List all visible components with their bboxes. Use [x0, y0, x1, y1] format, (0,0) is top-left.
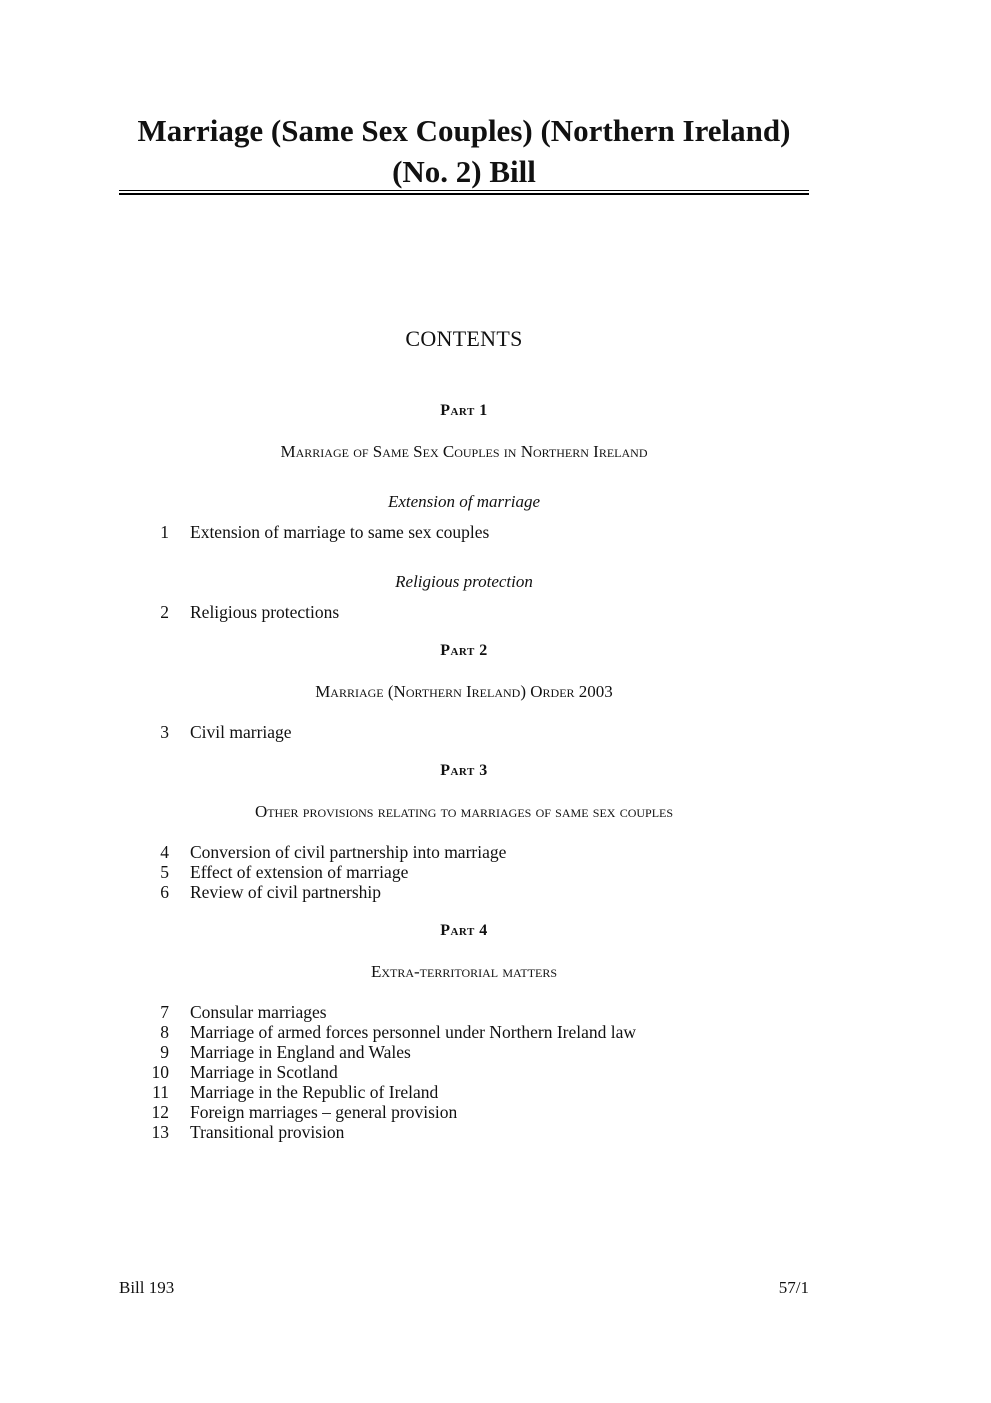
section-number: 4: [160, 842, 169, 862]
part-3-title: Other provisions relating to marriages of same sex couples: [254, 802, 674, 821]
part-2-title: Marriage (Northern Ireland) Order 2003: [315, 682, 613, 701]
toc-entry[interactable]: [119, 1102, 809, 1122]
bill-title: [119, 110, 809, 192]
section-number: 9: [160, 1042, 169, 1062]
toc-entry[interactable]: [119, 1122, 809, 1142]
section-title[interactable]: Review of civil partnership: [190, 882, 381, 902]
toc-entry[interactable]: [119, 522, 809, 542]
crossheading-extension-of-marriage: Extension of marriage: [387, 492, 541, 511]
part-4-title: Extra-territorial matters: [370, 962, 558, 981]
toc-entry[interactable]: [119, 882, 809, 902]
section-number: 12: [151, 1102, 169, 1122]
title-rule-thin: [119, 190, 809, 191]
section-number: 1: [160, 522, 169, 542]
section-number: 8: [160, 1022, 169, 1042]
section-number: 6: [160, 882, 169, 902]
section-title[interactable]: Marriage in England and Wales: [190, 1042, 411, 1062]
toc-entry[interactable]: [119, 842, 809, 862]
section-title[interactable]: Marriage of armed forces personnel under Northern Ireland law: [190, 1022, 637, 1042]
toc-entry[interactable]: [119, 862, 809, 882]
section-number: 5: [160, 862, 169, 882]
toc-entry[interactable]: [119, 1042, 809, 1062]
toc-entry[interactable]: [119, 1022, 809, 1042]
part-3-label: Part 3: [440, 762, 488, 779]
section-title[interactable]: Consular marriages: [190, 1002, 327, 1022]
section-title[interactable]: Foreign marriages – general provision: [190, 1102, 458, 1122]
bill-title-line-1: Marriage (Same Sex Couples) (Northern Ireland): [137, 113, 791, 148]
section-number: 11: [152, 1082, 169, 1102]
toc-entry[interactable]: [119, 1062, 809, 1082]
section-title[interactable]: Religious protections: [190, 602, 340, 622]
part-2-label: Part 2: [440, 642, 488, 659]
section-number: 2: [160, 602, 169, 622]
section-title[interactable]: Marriage in Scotland: [190, 1062, 338, 1082]
section-title[interactable]: Transitional provision: [190, 1122, 345, 1142]
toc-entry[interactable]: [119, 1002, 809, 1022]
title-rule-thick: [119, 193, 809, 195]
section-number: 10: [151, 1062, 169, 1082]
part-1-label: Part 1: [440, 402, 488, 419]
section-title[interactable]: Effect of extension of marriage: [190, 862, 409, 882]
section-number: 13: [151, 1122, 169, 1142]
section-number: 7: [160, 1002, 169, 1022]
toc-entry[interactable]: [119, 602, 809, 622]
footer-page-ref: 57/1: [778, 1278, 809, 1297]
bill-title-line-2: (No. 2) Bill: [392, 154, 536, 189]
part-1-title: Marriage of Same Sex Couples in Northern Ireland: [280, 442, 648, 461]
section-title[interactable]: Marriage in the Republic of Ireland: [190, 1082, 439, 1102]
section-title[interactable]: Extension of marriage to same sex couples: [190, 522, 490, 542]
section-title[interactable]: Civil marriage: [190, 722, 292, 742]
section-title[interactable]: Conversion of civil partnership into marriage: [190, 842, 507, 862]
section-number: 3: [160, 722, 169, 742]
crossheading-religious-protection: Religious protection: [395, 572, 533, 591]
footer-bill-number: Bill 193: [119, 1278, 175, 1297]
part-4-label: Part 4: [440, 922, 488, 939]
toc-entry[interactable]: [119, 1082, 809, 1102]
contents-heading: CONTENTS: [405, 326, 523, 351]
toc-entry[interactable]: [119, 722, 809, 742]
